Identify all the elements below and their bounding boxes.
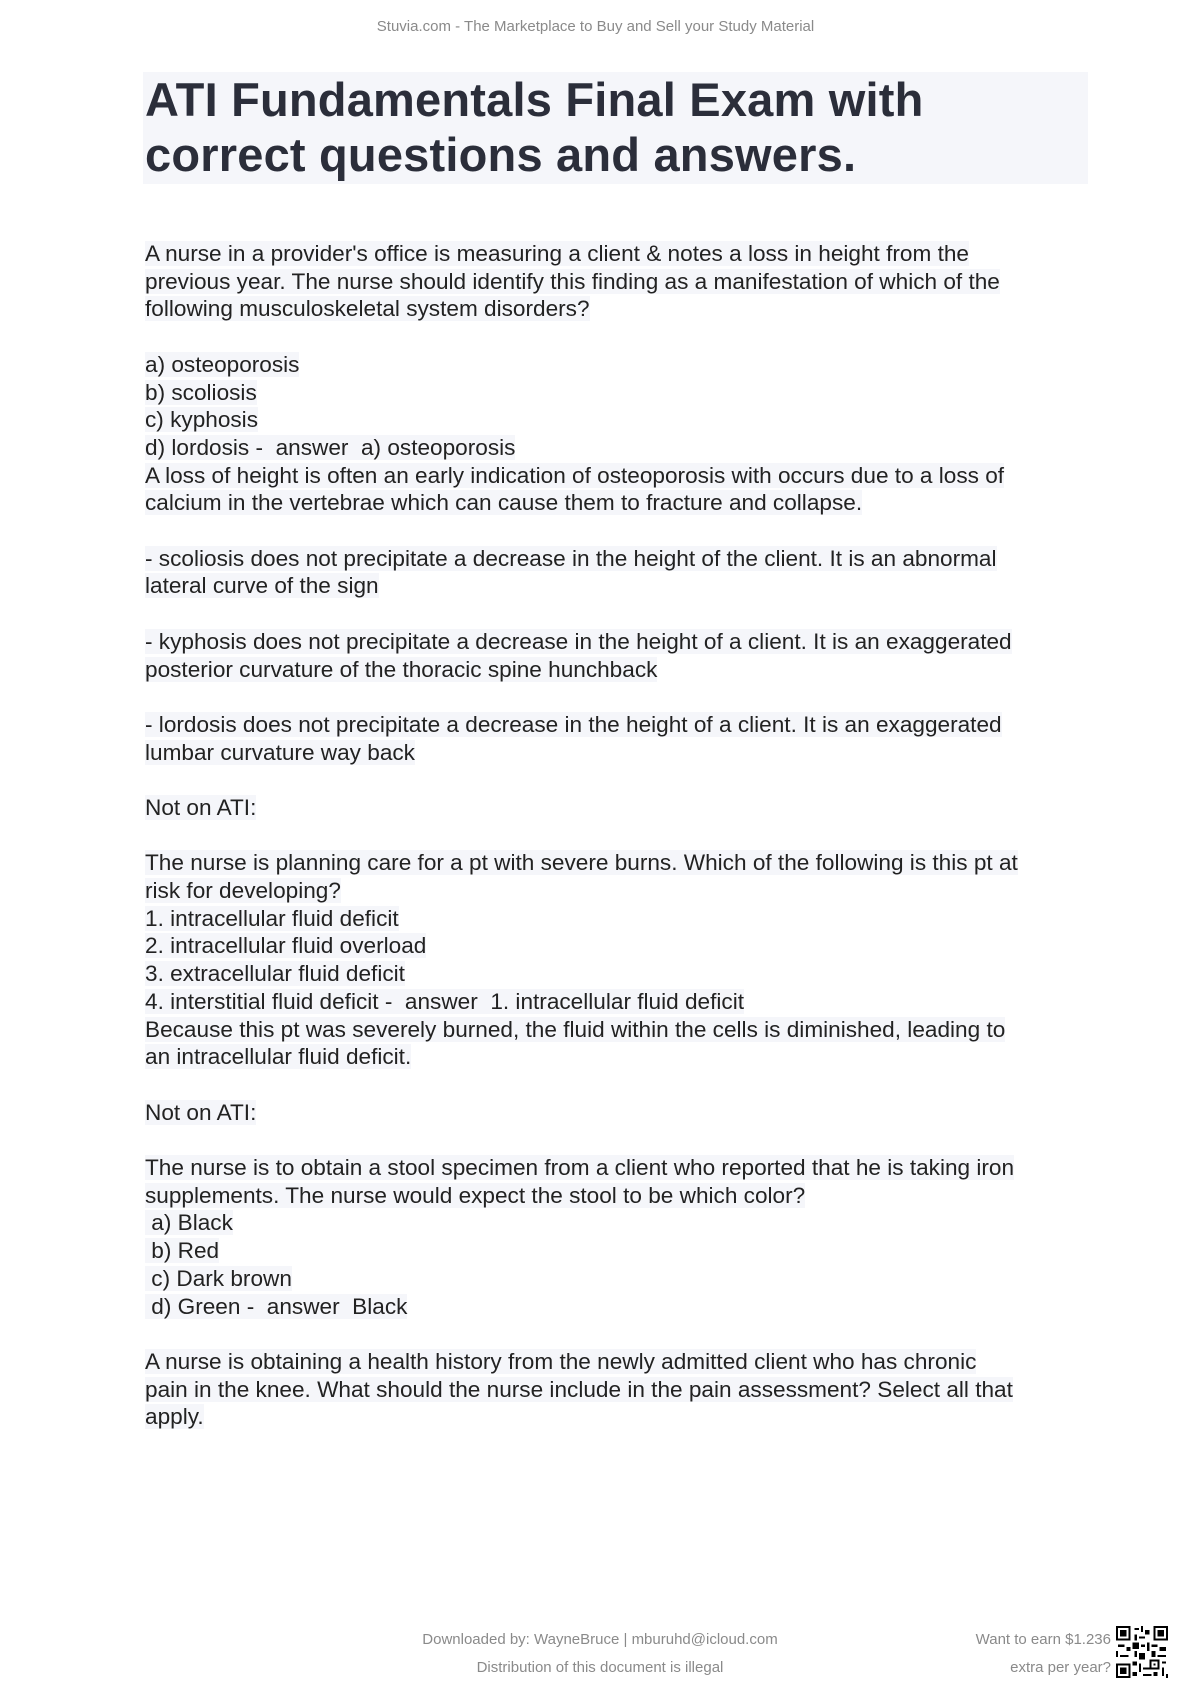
title-line-1: ATI Fundamentals Final Exam with (145, 73, 924, 126)
text-line-content: 3. extracellular fluid deficit (145, 961, 405, 987)
qr-code-icon[interactable] (1116, 1626, 1168, 1678)
promo-line-2: extra per year? (1010, 1659, 1111, 1676)
stuvia-banner: Stuvia.com - The Marketplace to Buy and Sell your Study Material (376, 18, 815, 35)
text-block (145, 794, 1095, 822)
text-line (145, 1265, 1095, 1293)
text-block (145, 351, 1095, 517)
text-line-content: apply. (145, 1404, 204, 1430)
text-line (145, 932, 1095, 960)
text-line (145, 849, 1095, 877)
text-line (145, 739, 1095, 767)
text-block (145, 711, 1095, 766)
text-line (145, 988, 1095, 1016)
text-line (145, 489, 1095, 517)
text-block (145, 1099, 1095, 1127)
text-line (145, 462, 1095, 490)
footer-promo[interactable] (976, 1626, 1111, 1682)
text-line (145, 1376, 1095, 1404)
text-line-content: a) osteoporosis (145, 351, 300, 377)
text-line-content: Because this pt was severely burned, the fluid within the cells is diminished, leading to (145, 1016, 1006, 1042)
text-line (145, 1403, 1095, 1431)
text-line-content: following musculoskeletal system disorders? (145, 296, 590, 322)
text-line (145, 1154, 1095, 1182)
text-line (145, 905, 1095, 933)
text-line-content: pain in the knee. What should the nurse include in the pain assessment? Select all that (145, 1376, 1013, 1402)
text-line-content: calcium in the vertebrae which can cause them to fracture and collapse. (145, 490, 863, 516)
text-line (145, 1182, 1095, 1210)
text-block (145, 1154, 1095, 1320)
text-line-content: d) Green - answer Black (145, 1293, 408, 1319)
document-title (145, 72, 1075, 182)
text-line-content: Not on ATI: (145, 794, 257, 820)
text-line-content: previous year. The nurse should identify this finding as a manifestation of which of the (145, 268, 1000, 294)
text-block (145, 849, 1095, 1071)
text-line-content: 2. intracellular fluid overload (145, 933, 427, 959)
text-line (145, 1043, 1095, 1071)
text-line-content: b) scoliosis (145, 379, 257, 405)
text-line (145, 572, 1095, 600)
text-block (145, 628, 1095, 683)
document-body (145, 240, 1095, 1431)
text-line-content: risk for developing? (145, 878, 341, 904)
text-line-content: d) lordosis - answer a) osteoporosis (145, 434, 516, 460)
text-line-content: lumbar curvature way back (145, 739, 415, 765)
text-line (145, 1209, 1095, 1237)
text-line (145, 628, 1095, 656)
text-line-content: an intracellular fluid deficit. (145, 1044, 412, 1070)
text-line-content: 4. interstitial fluid deficit - answer 1. intracellular fluid deficit (145, 988, 744, 1014)
footer-download-info (400, 1626, 800, 1682)
text-line-content: a) Black (145, 1210, 233, 1236)
text-line (145, 434, 1095, 462)
distribution-notice: Distribution of this document is illegal (476, 1659, 724, 1676)
text-line-content: c) kyphosis (145, 407, 259, 433)
text-line (145, 656, 1095, 684)
text-line (145, 268, 1095, 296)
text-line (145, 960, 1095, 988)
text-line-content: 1. intracellular fluid deficit (145, 905, 399, 931)
text-line-content: A nurse is obtaining a health history from the newly admitted client who has chronic (145, 1348, 977, 1374)
text-line-content: posterior curvature of the thoracic spine hunchback (145, 656, 658, 682)
text-line (145, 406, 1095, 434)
text-line (145, 295, 1095, 323)
text-line (145, 1293, 1095, 1321)
text-line (145, 240, 1095, 268)
text-line (145, 1099, 1095, 1127)
promo-line-1: Want to earn $1.236 (975, 1631, 1111, 1648)
text-line-content: supplements. The nurse would expect the stool to be which color? (145, 1182, 806, 1208)
text-line-content: c) Dark brown (145, 1265, 292, 1291)
text-line (145, 1016, 1095, 1044)
text-line-content: - kyphosis does not precipitate a decrease in the height of a client. It is an exaggerated (145, 628, 1012, 654)
text-line-content: b) Red (145, 1238, 220, 1264)
text-line (145, 351, 1095, 379)
text-line (145, 1348, 1095, 1376)
text-line-content: The nurse is to obtain a stool specimen from a client who reported that he is taking iron (145, 1155, 1015, 1181)
title-line-2: correct questions and answers. (145, 128, 857, 181)
text-line-content: Not on ATI: (145, 1099, 257, 1125)
text-line-content: The nurse is planning care for a pt with severe burns. Which of the following is this pt at (145, 850, 1018, 876)
text-block (145, 240, 1095, 323)
text-line (145, 877, 1095, 905)
text-line (145, 545, 1095, 573)
text-line-content: lateral curve of the sign (145, 573, 379, 599)
text-line-content: A nurse in a provider's office is measuring a client & notes a loss in height from the (145, 241, 969, 266)
text-line-content: - scoliosis does not precipitate a decrease in the height of the client. It is an abnormal (145, 545, 997, 571)
text-line (145, 794, 1095, 822)
text-line (145, 711, 1095, 739)
text-block (145, 1348, 1095, 1431)
text-line (145, 1237, 1095, 1265)
text-line-content: - lordosis does not precipitate a decrease in the height of a client. It is an exaggerated (145, 711, 1002, 737)
text-block (145, 545, 1095, 600)
text-line (145, 379, 1095, 407)
text-line-content: A loss of height is often an early indication of osteoporosis with occurs due to a loss of (145, 462, 1005, 488)
downloaded-by-text: Downloaded by: WayneBruce | mburuhd@icloud.com (422, 1631, 778, 1648)
